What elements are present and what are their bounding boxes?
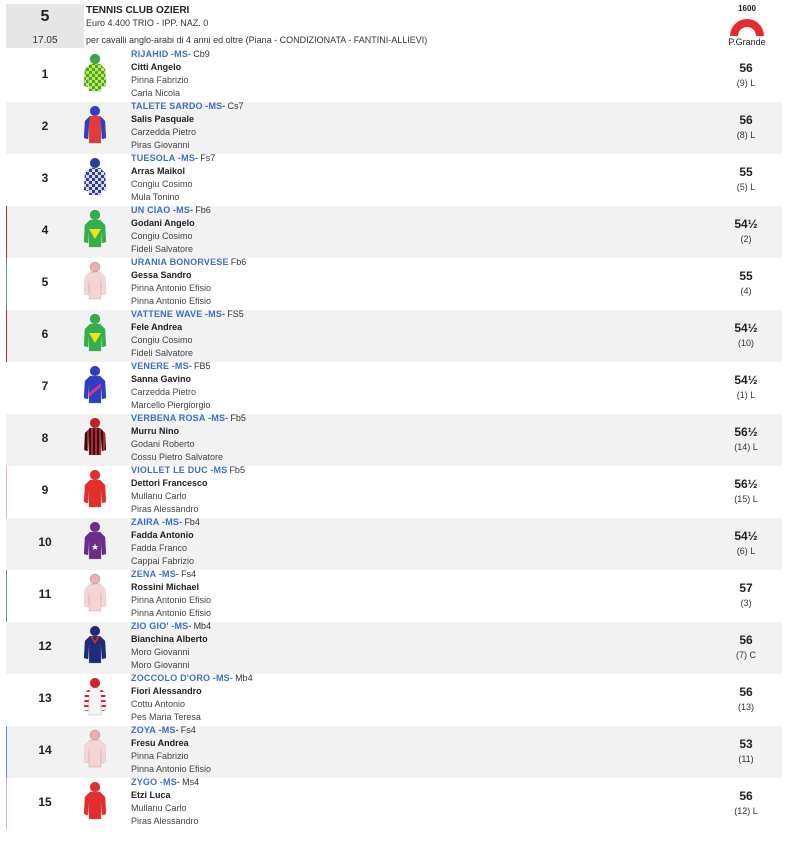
trainer-name: Fadda Franco (131, 543, 188, 553)
runner-row[interactable] (6, 206, 782, 258)
jockey-name: Arras Maikol (131, 166, 186, 176)
jockey-name: Gessa Sandro (131, 270, 192, 280)
horse-suffix: -MS- (171, 361, 193, 371)
runner-number: 15 (38, 795, 52, 809)
horse-name[interactable]: VATTENE WAVE (131, 309, 203, 319)
runner-draw: (14) L (734, 442, 758, 452)
horse-rating: Mb4 (235, 673, 253, 683)
horse-line[interactable] (131, 205, 211, 215)
runner-draw: (11) (738, 754, 754, 764)
runner-draw: (12) L (734, 806, 758, 816)
svg-text:★: ★ (90, 542, 100, 552)
owner-name: Piras Alessandro (131, 504, 199, 514)
runner-number: 6 (41, 327, 49, 341)
horse-suffix: -MS- (172, 205, 194, 215)
trainer-name: Carzedda Pietro (131, 387, 197, 397)
horse-rating: Fb6 (195, 205, 211, 215)
owner-name: Fideli Salvatore (131, 244, 194, 254)
horse-line[interactable] (131, 673, 253, 683)
jockey-silk-icon (83, 729, 107, 775)
horse-name[interactable]: UN CIAO (131, 205, 171, 215)
race-header (0, 0, 786, 50)
runner-row[interactable] (6, 726, 782, 778)
horse-line[interactable] (131, 725, 196, 735)
jockey-silk-icon (83, 781, 107, 827)
track-name: P.Grande (728, 37, 766, 47)
horse-rating: Cs7 (227, 101, 244, 111)
horse-rating: Ms4 (182, 777, 200, 787)
runner-row[interactable] (6, 310, 782, 362)
runner-weight: 56 (739, 685, 753, 699)
trainer-name: Carzedda Pietro (131, 127, 197, 137)
horse-name[interactable]: ZYGO (131, 777, 158, 787)
jockey-name: Rossini Michael (131, 582, 200, 592)
trainer-name: Pinna Antonio Efisio (131, 595, 212, 605)
trainer-name: Pinna Antonio Efisio (131, 283, 212, 293)
jockey-name: Fele Andrea (131, 322, 183, 332)
owner-name: Marcello Piergiorgio (131, 400, 211, 410)
runner-draw: (3) (740, 598, 752, 608)
runner-number: 14 (38, 743, 52, 757)
runner-draw: (13) (737, 702, 754, 712)
jockey-silk-icon (83, 573, 107, 619)
runner-draw: (5) L (736, 182, 756, 192)
horse-suffix: -MS- (158, 725, 179, 735)
trainer-name: Congiu Cosimo (131, 179, 193, 189)
runner-weight: 56 (739, 61, 753, 75)
runner-draw: (9) L (736, 78, 756, 88)
jockey-silk-icon (83, 417, 107, 463)
race-name: TENNIS CLUB OZIERI (86, 5, 190, 16)
horse-line[interactable] (131, 153, 215, 163)
horse-suffix: -MS- (158, 569, 180, 579)
jockey-silk-icon (83, 53, 107, 99)
runner-number: 11 (38, 587, 52, 601)
runner-number: 8 (41, 431, 49, 445)
horse-line[interactable] (131, 465, 245, 475)
runner-draw: (6) L (736, 546, 756, 556)
horse-name[interactable]: ZOCCOLO D'ORO (131, 673, 211, 683)
runner-row[interactable] (6, 570, 782, 622)
jockey-name: Godani Angelo (131, 218, 195, 228)
runner-number: 4 (41, 223, 49, 237)
runner-number: 13 (38, 691, 52, 705)
jockey-name: Fresu Andrea (131, 738, 189, 748)
horse-rating: Fs4 (181, 569, 197, 579)
owner-name: Pes Maria Teresa (131, 712, 201, 722)
horse-name[interactable]: URANIA BONORVESE (131, 257, 229, 267)
horse-name[interactable]: ZAIRA (131, 517, 160, 527)
owner-name: Pinna Antonio Efisio (131, 764, 212, 774)
horse-rating: Fs4 (180, 725, 196, 735)
jockey-name: Fiori Alessandro (131, 686, 202, 696)
runner-row[interactable] (6, 362, 782, 414)
horse-name[interactable]: ZENA (131, 569, 157, 579)
runner-draw: (7) C (736, 650, 756, 660)
horse-suffix: -MS (210, 465, 228, 475)
trainer-name: Cottu Antonio (131, 699, 186, 709)
jockey-name: Citti Angelo (131, 62, 182, 72)
owner-name: Pinna Antonio Efisio (131, 296, 212, 306)
runner-row[interactable] (6, 414, 782, 466)
runner-number: 2 (41, 119, 49, 133)
owner-name: Piras Alessandro (131, 816, 199, 826)
horse-line[interactable] (131, 777, 199, 787)
runner-number: 1 (41, 67, 49, 81)
jockey-name: Bianchina Alberto (131, 634, 208, 644)
horse-name[interactable]: ZOYA (131, 725, 156, 735)
trainer-name: Moro Giovanni (131, 647, 190, 657)
jockey-silk-icon (83, 105, 107, 151)
horse-line[interactable] (131, 257, 246, 267)
runner-number: 9 (41, 483, 49, 497)
runner-number: 12 (38, 639, 52, 653)
runner-row[interactable] (6, 674, 782, 726)
horse-name[interactable]: VENERE (131, 361, 170, 371)
runner-weight: 56 (739, 633, 753, 647)
horse-suffix: -MS- (177, 153, 199, 163)
runner-draw: (10) (737, 338, 754, 348)
horse-name[interactable]: RIJAHID (131, 49, 169, 59)
jockey-silk-icon (83, 677, 107, 723)
horse-suffix: -MS- (170, 49, 192, 59)
horse-suffix: -MS- (212, 673, 234, 683)
jockey-name: Murru Nino (131, 426, 179, 436)
horse-name[interactable]: VIOLLET LE DUC (131, 465, 208, 475)
horse-rating: Fb4 (184, 517, 200, 527)
runner-weight: 54½ (734, 217, 758, 231)
horse-rating: Fb5 (229, 465, 245, 475)
owner-name: Cappai Fabrizio (131, 556, 195, 566)
track-distance: 1600 (738, 4, 756, 13)
jockey-silk-icon (83, 365, 107, 411)
horse-suffix: -MS- (205, 101, 226, 111)
owner-name: Pinna Antonio Efisio (131, 608, 212, 618)
runner-number: 10 (38, 535, 52, 549)
trainer-name: Pinna Fabrizio (131, 75, 189, 85)
horse-suffix: -MS- (171, 621, 192, 631)
runner-weight: 54½ (734, 373, 758, 387)
horse-rating: Fs7 (200, 153, 216, 163)
race-prize: Euro 4.400 TRIO - IPP. NAZ. 0 (86, 18, 209, 28)
race-conditions: per cavalli anglo-arabi di 4 anni ed oltre (Piana - CONDIZIONATA - FANTINI-ALLIEVI) (86, 35, 428, 45)
owner-name: Moro Giovanni (131, 660, 190, 670)
owner-name: Mula Tonino (131, 192, 180, 202)
trainer-name: Pinna Fabrizio (131, 751, 189, 761)
horse-rating: Fb5 (230, 413, 246, 423)
runner-draw: (2) (740, 234, 752, 244)
race-number: 5 (40, 8, 50, 25)
runner-row[interactable] (6, 778, 782, 830)
runner-weight: 57 (739, 581, 753, 595)
jockey-name: Dettori Francesco (131, 478, 208, 488)
horse-rating: FS5 (227, 309, 244, 319)
runner-row[interactable] (6, 518, 782, 570)
runner-weight: 56 (739, 113, 753, 127)
owner-name: Piras Giovanni (131, 140, 190, 150)
horse-suffix: -MS- (204, 309, 226, 319)
horse-name[interactable]: TUESOLA (131, 153, 176, 163)
owner-name: Cossu Pietro Salvatore (131, 452, 224, 462)
runner-draw: (4) (740, 286, 752, 296)
runner-draw: (1) L (736, 390, 756, 400)
runner-row[interactable] (6, 466, 782, 518)
runner-weight: 55 (739, 269, 753, 283)
jockey-silk-icon (83, 157, 107, 203)
horse-suffix: -MS- (162, 517, 183, 527)
runner-draw: (8) L (736, 130, 756, 140)
runner-draw: (15) L (734, 494, 758, 504)
runner-weight: 56 (739, 789, 753, 803)
jockey-silk-icon (83, 261, 107, 307)
race-time: 17.05 (32, 35, 58, 46)
runner-row[interactable] (6, 50, 782, 102)
runner-number: 3 (41, 171, 49, 185)
jockey-silk-icon (83, 313, 107, 359)
runner-weight: 53 (739, 737, 753, 751)
runner-number: 7 (41, 379, 49, 393)
horse-line[interactable] (131, 309, 244, 319)
runner-weight: 56½ (734, 477, 758, 491)
jockey-name: Salis Pasquale (131, 114, 195, 124)
horse-line[interactable] (131, 361, 211, 371)
owner-name: Fideli Salvatore (131, 348, 194, 358)
runner-weight: 55 (739, 165, 753, 179)
runner-weight: 56½ (734, 425, 758, 439)
trainer-name: Mullanu Carlo (131, 803, 187, 813)
owner-name: Caria Nicola (131, 88, 181, 98)
runner-row[interactable] (6, 622, 782, 674)
horse-suffix: -MS- (208, 413, 229, 423)
horse-suffix: -MS- (159, 777, 181, 787)
runner-number: 5 (41, 275, 49, 289)
jockey-silk-icon (83, 209, 107, 255)
trainer-name: Congiu Cosimo (131, 231, 193, 241)
race-number-box (6, 4, 84, 48)
jockey-name: Fadda Antonio (131, 530, 194, 540)
runner-weight: 54½ (734, 321, 758, 335)
trainer-name: Godani Roberto (131, 439, 195, 449)
horse-line[interactable] (131, 49, 210, 59)
horse-rating: Fb6 (230, 257, 247, 267)
jockey-silk-icon (83, 521, 107, 567)
horse-rating: Cb9 (193, 49, 210, 59)
runner-weight: 54½ (734, 529, 758, 543)
trainer-name: Congiu Cosimo (131, 335, 193, 345)
trainer-name: Mullanu Carlo (131, 491, 187, 501)
jockey-silk-icon (83, 625, 107, 671)
horse-line[interactable] (131, 517, 200, 527)
runner-row[interactable] (6, 154, 782, 206)
jockey-silk-icon (83, 469, 107, 515)
horse-name[interactable]: VERBENA ROSA (131, 413, 206, 423)
horse-line[interactable] (131, 621, 211, 631)
horse-line[interactable] (131, 101, 244, 111)
track-icon (726, 2, 768, 38)
horse-name[interactable]: ZIO GIO' (131, 621, 169, 631)
horse-rating: Mb4 (193, 621, 212, 631)
jockey-name: Sanna Gavino (131, 374, 192, 384)
horse-line[interactable] (131, 413, 246, 423)
runner-row[interactable] (6, 102, 782, 154)
runner-row[interactable] (6, 258, 782, 310)
jockey-name: Etzi Luca (131, 790, 171, 800)
horse-line[interactable] (131, 569, 196, 579)
horse-rating: FB5 (194, 361, 211, 371)
horse-name[interactable]: TALETE SARDO (131, 101, 203, 111)
